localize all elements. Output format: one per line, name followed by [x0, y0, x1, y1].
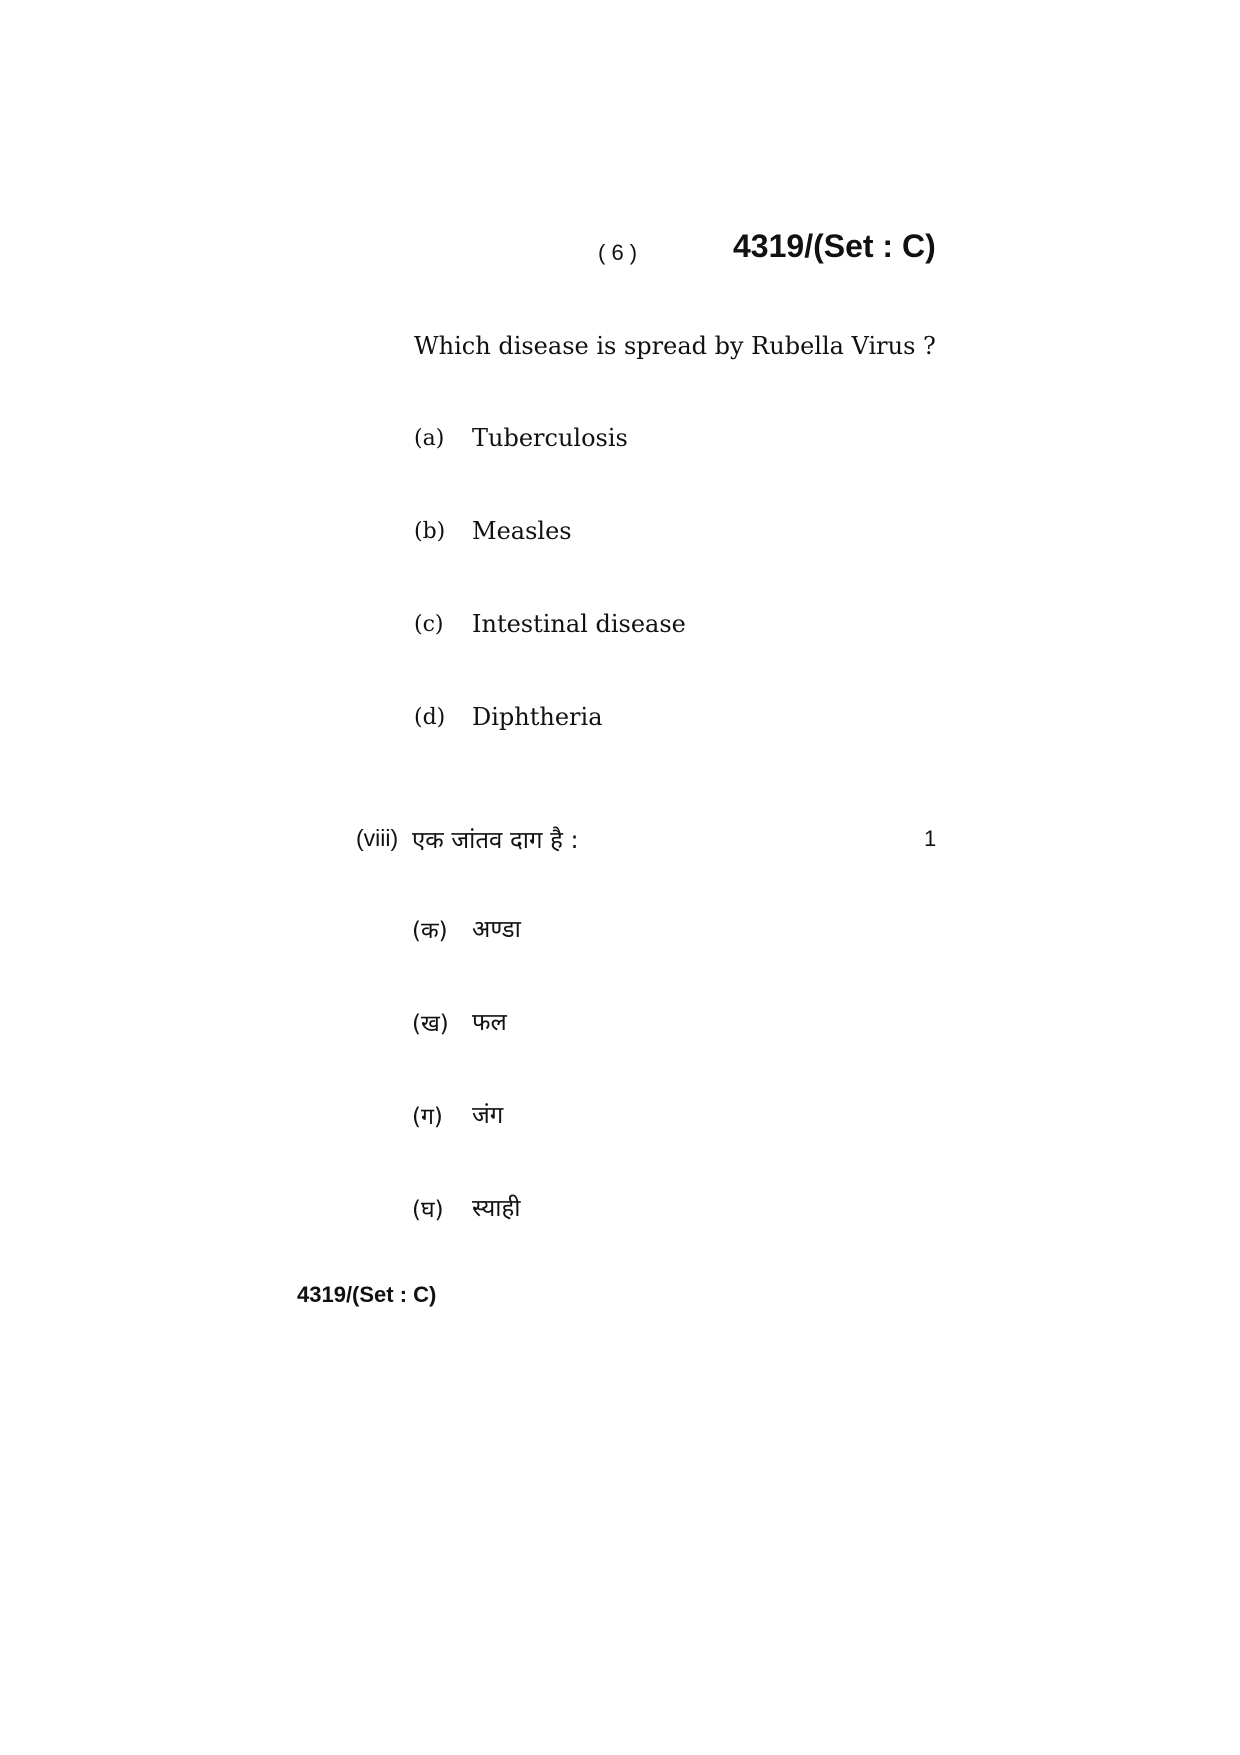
option-gha-text: स्याही — [472, 1194, 521, 1222]
page-number: ( 6 ) — [598, 240, 638, 265]
option-b — [414, 519, 445, 544]
option-ka-text: अण्डा — [472, 915, 521, 943]
option-label: (c) — [414, 612, 444, 637]
option-label: (b) — [414, 519, 446, 544]
paper-code-header: 4319/(Set : C) — [733, 228, 936, 264]
option-ka-label: (क) — [412, 918, 448, 944]
option-gha-label: (घ) — [412, 1197, 444, 1223]
question-marks: 1 — [924, 826, 937, 851]
option-ga-label: (ग) — [412, 1104, 443, 1130]
option-label: (a) — [414, 426, 445, 451]
question-number: (viii) — [356, 825, 399, 851]
option-d-text: Diphtheria — [472, 703, 603, 731]
question-text-hi: एक जांतव दाग है : — [412, 826, 579, 854]
option-a-text: Tuberculosis — [472, 424, 628, 452]
paper-code-footer: 4319/(Set : C) — [297, 1282, 437, 1307]
option-c — [414, 612, 444, 637]
option-kha-label: (ख) — [412, 1011, 449, 1037]
option-c-text: Intestinal disease — [472, 610, 686, 638]
question-text-en: Which disease is spread by Rubella Virus ? — [414, 332, 936, 360]
option-label: (d) — [414, 705, 446, 730]
option-ga-text: जंग — [472, 1101, 504, 1129]
option-d — [414, 705, 445, 730]
option-b-text: Measles — [472, 517, 572, 545]
option-kha-text: फल — [472, 1008, 507, 1036]
option-a — [414, 426, 444, 451]
